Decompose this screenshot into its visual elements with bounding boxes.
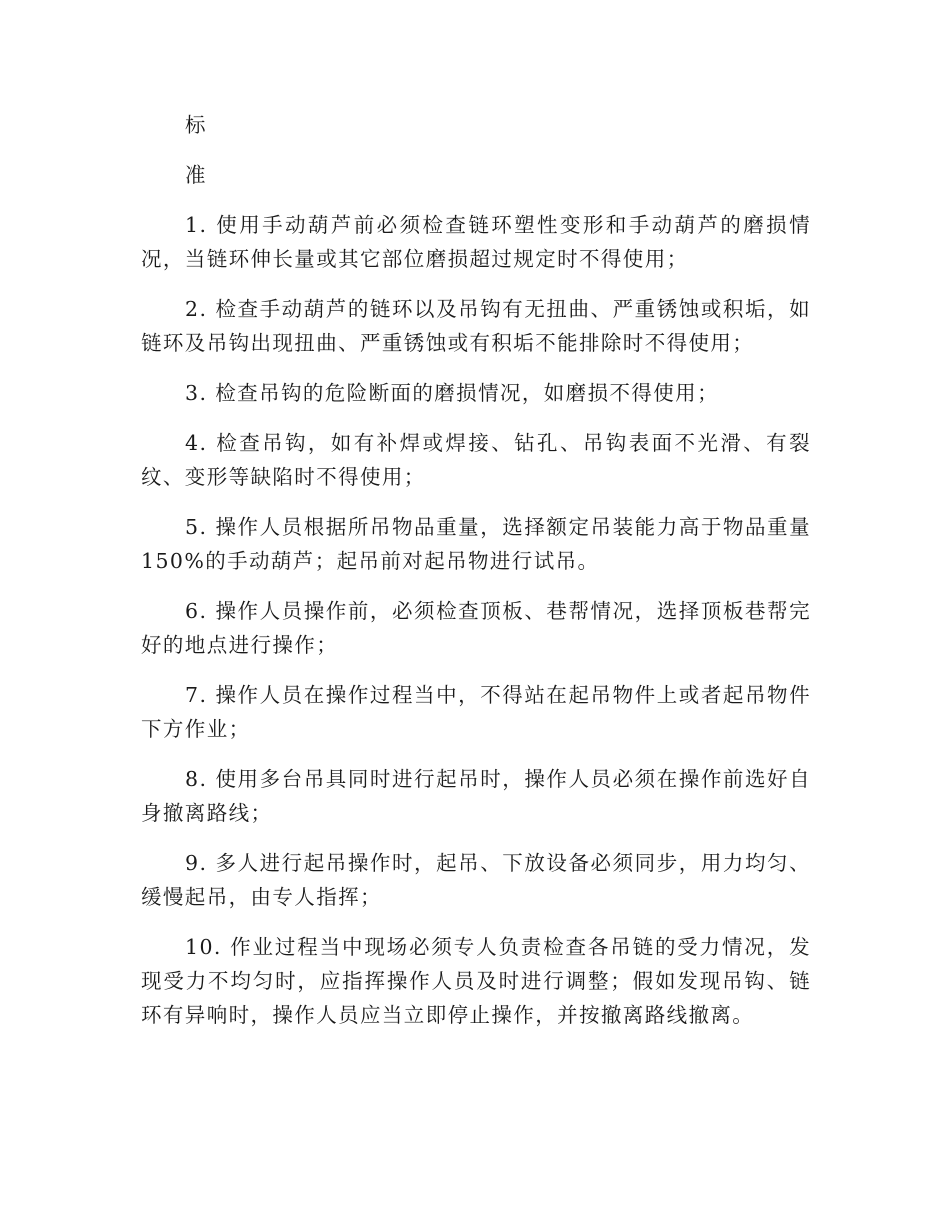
rule-item-3: 3. 检查吊钩的危险断面的磨损情况，如磨损不得使用；	[185, 381, 719, 405]
document-body	[141, 108, 811, 1048]
rule-item-10: 10. 作业过程当中现场必须专人负责检查各吊链的受力情况，发现受力不均匀时，应指挥操作人员及时进行调整；假如发现吊钩、链环有异响时，操作人员应当立即停止操作，并按撤离路线撤离。	[141, 935, 811, 1027]
heading-char-1: 标	[185, 113, 207, 137]
heading-char-2: 准	[185, 163, 207, 187]
rule-item-5: 5. 操作人员根据所吊物品重量，选择额定吊装能力高于物品重量150%的手动葫芦；起吊前对起吊物进行试吊。	[141, 515, 811, 573]
rule-item-7: 7. 操作人员在操作过程当中，不得站在起吊物件上或者起吊物件下方作业；	[141, 683, 811, 741]
rule-item-2: 2. 检查手动葫芦的链环以及吊钩有无扭曲、严重锈蚀或积垢，如链环及吊钩出现扭曲、严重锈蚀或有积垢不能排除时不得使用；	[141, 297, 811, 355]
rule-item-9: 9. 多人进行起吊操作时，起吊、下放设备必须同步，用力均匀、缓慢起吊，由专人指挥；	[141, 851, 811, 909]
rule-item-6: 6. 操作人员操作前，必须检查顶板、巷帮情况，选择顶板巷帮完好的地点进行操作；	[141, 599, 811, 657]
rule-item-1: 1. 使用手动葫芦前必须检查链环塑性变形和手动葫芦的磨损情况，当链环伸长量或其它部位磨损超过规定时不得使用；	[141, 213, 811, 271]
rule-item-8: 8. 使用多台吊具同时进行起吊时，操作人员必须在操作前选好自身撤离路线；	[141, 767, 811, 825]
rule-item-4: 4. 检查吊钩，如有补焊或焊接、钻孔、吊钩表面不光滑、有裂纹、变形等缺陷时不得使用；	[141, 431, 811, 489]
